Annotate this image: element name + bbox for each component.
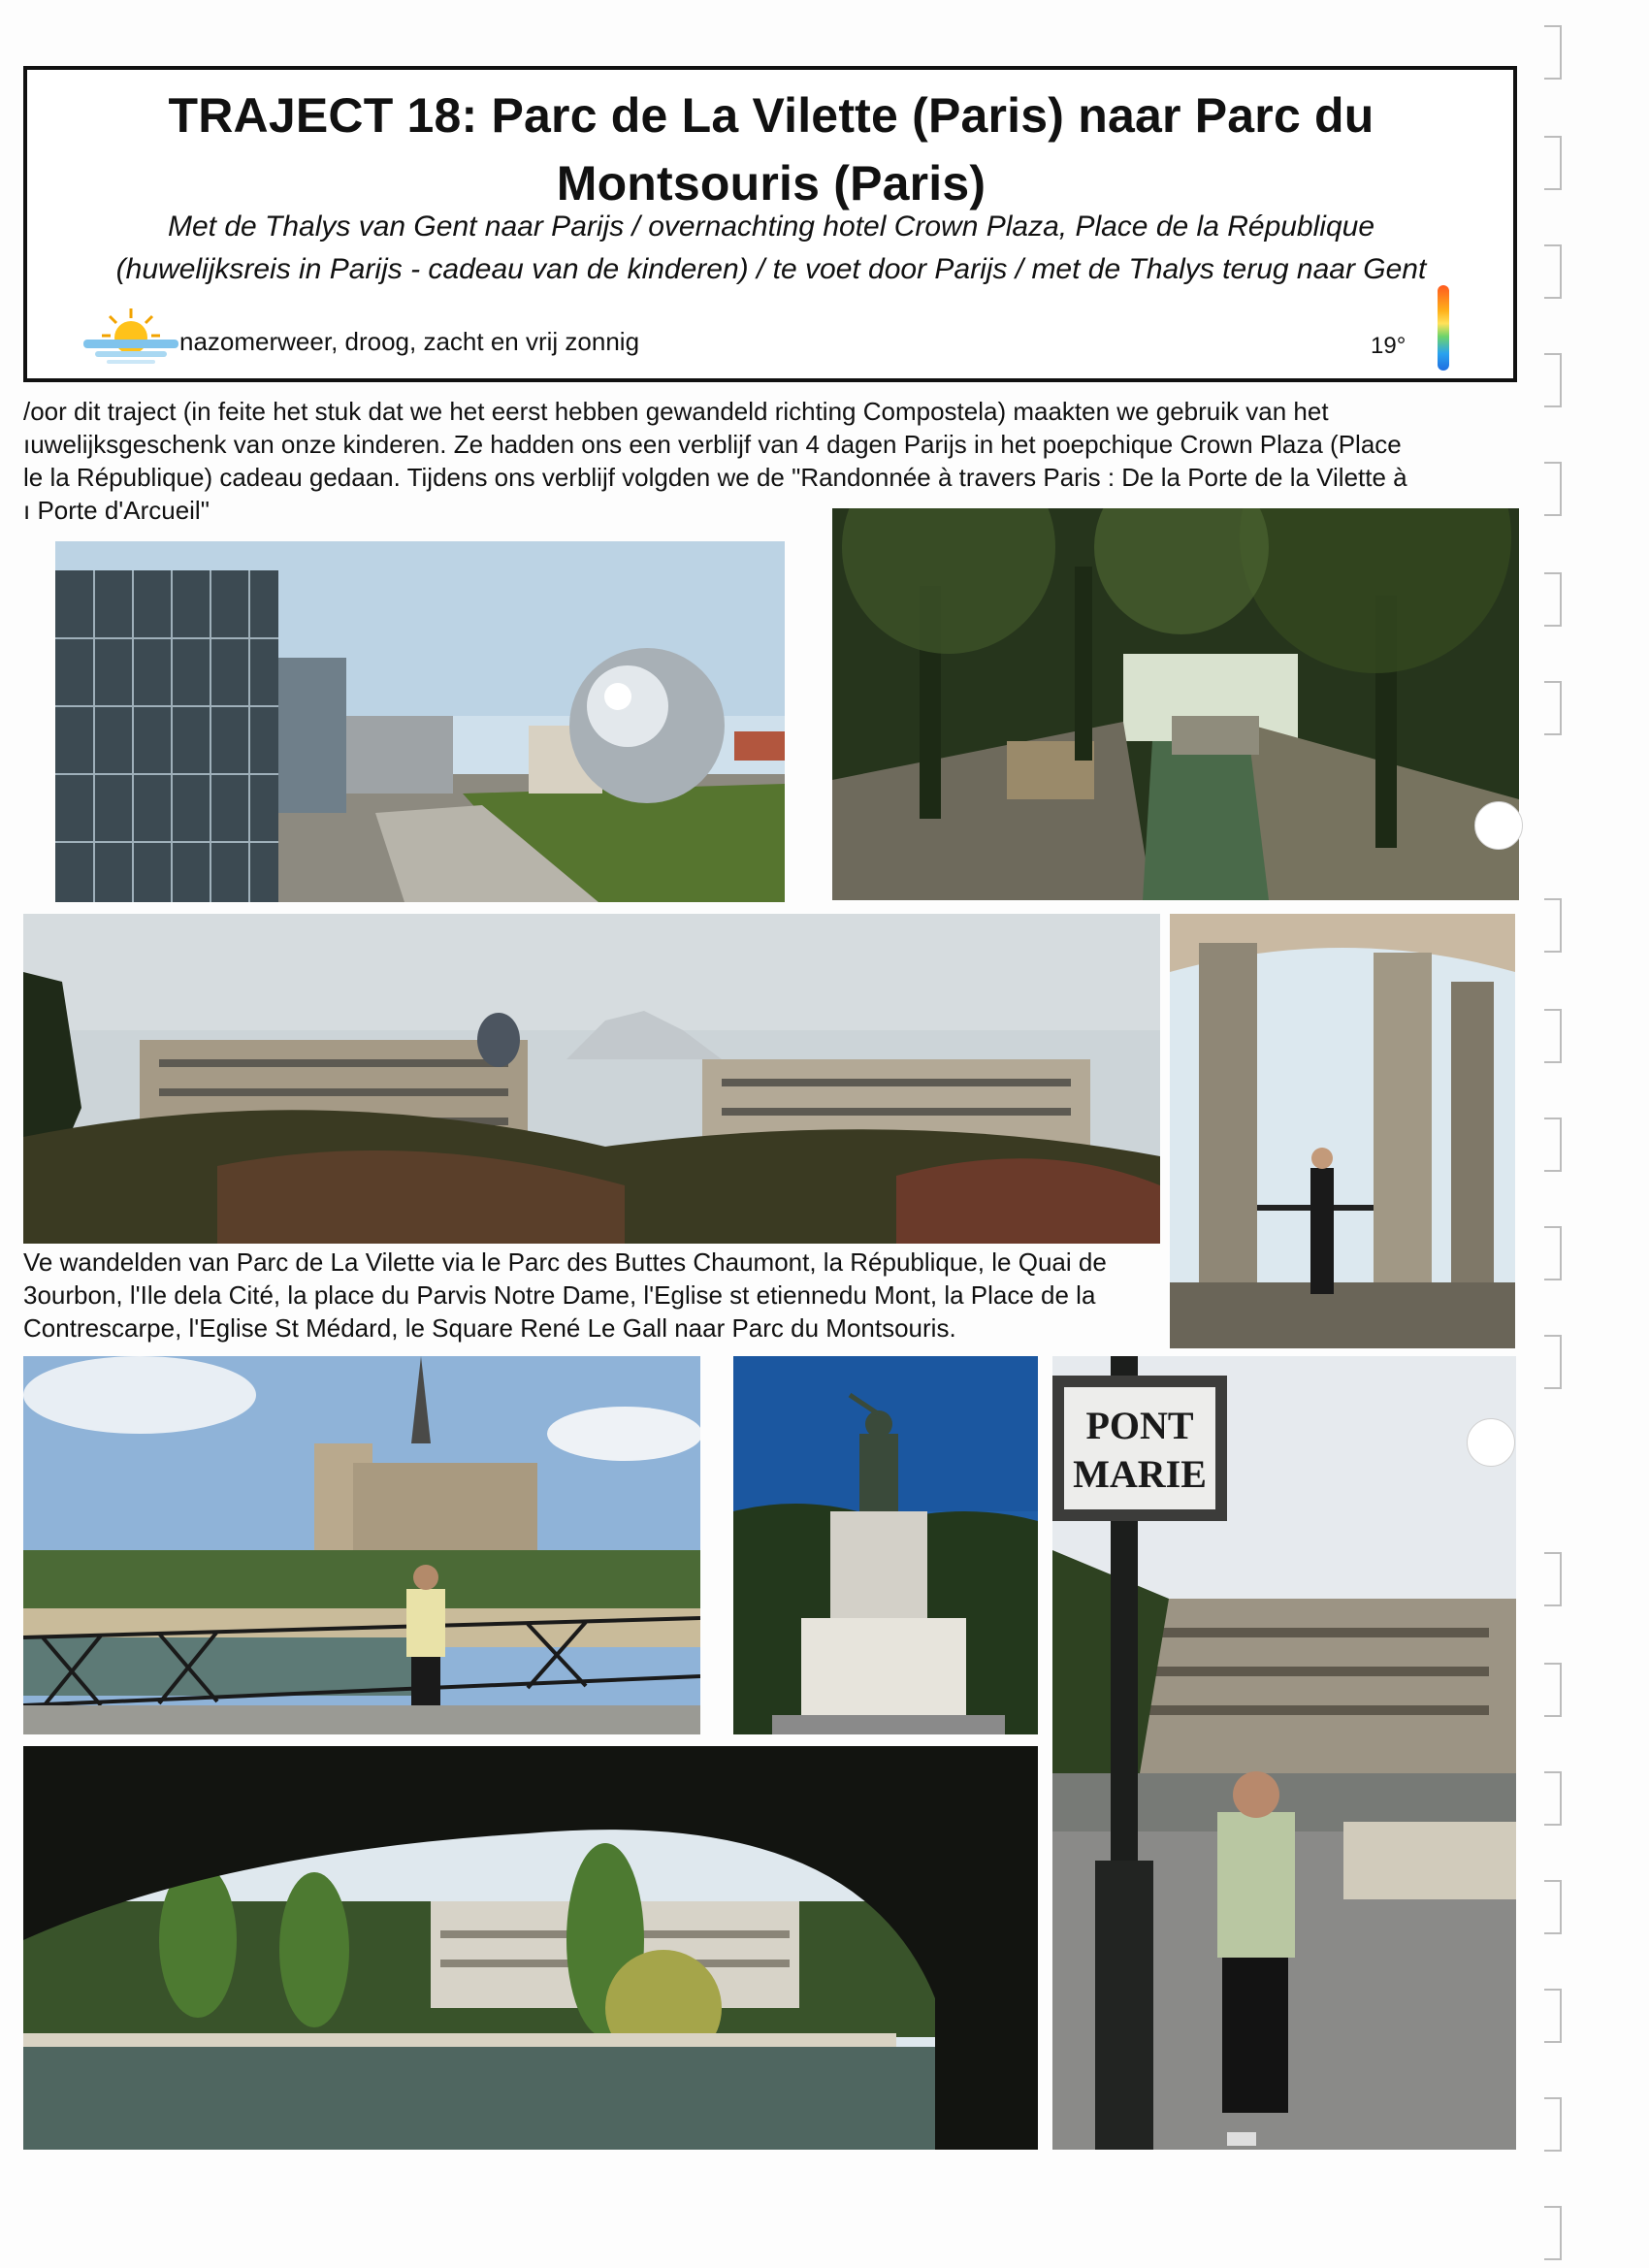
- page-subtitle: [29, 206, 1513, 291]
- photo-notre-dame: [23, 1356, 700, 1734]
- binder-mark: [1544, 353, 1562, 407]
- binder-mark: [1544, 136, 1562, 190]
- walk-line: Ve wandelden van Parc de La Vilette via le Parc des Buttes Chaumont, la République, le Quai de: [23, 1247, 1107, 1277]
- binder-mark: [1544, 681, 1562, 735]
- binder-mark: [1544, 1663, 1562, 1717]
- pont-marie-sign-line-2: MARIE: [1073, 1452, 1207, 1496]
- title-line-2: Montsouris (Paris): [556, 156, 986, 211]
- photo-temple-de-la-sibylle: [1170, 914, 1515, 1348]
- binder-mark: [1544, 1989, 1562, 2043]
- binder-mark: [1544, 1118, 1562, 1172]
- subtitle-line-1: Met de Thalys van Gent naar Parijs / overnachting hotel Crown Plaza, Place de la République: [167, 211, 1375, 243]
- page-title: [29, 81, 1513, 217]
- sun-cloud-icon: [78, 307, 184, 369]
- photo-place-de-la-republique: [733, 1356, 1038, 1734]
- photo-la-villette-geode: [55, 541, 785, 902]
- binder-mark: [1544, 1552, 1562, 1606]
- intro-line: ıuwelijksgeschenk van onze kinderen. Ze hadden ons een verblijf van 4 dagen Parijs in het poepchique Crown Plaza (Place: [23, 430, 1402, 459]
- intro-line: /oor dit traject (in feite het stuk dat we het eerst hebben gewandeld richting Compostela) maakten we gebruik van het: [23, 397, 1329, 426]
- photo-seine-bridge-arch: [23, 1746, 1038, 2150]
- photo-paris-panorama: [23, 914, 1160, 1244]
- subtitle-line-2: (huwelijksreis in Parijs - cadeau van de kinderen) / te voet door Parijs / met de Thalys terug naar Gent: [115, 253, 1427, 285]
- binder-mark: [1544, 572, 1562, 627]
- walk-line: Contrescarpe, l'Eglise St Médard, le Square René Le Gall naar Parc du Montsouris.: [23, 1313, 956, 1343]
- temperature: 19°: [1371, 333, 1406, 359]
- binder-mark: [1544, 2097, 1562, 2152]
- binder-mark: [1544, 1771, 1562, 1826]
- intro-line: le la République) cadeau gedaan. Tijdens ons verblijf volgden we de "Randonnée à travers Paris : De la Porte de la Vilette à: [23, 463, 1407, 492]
- binder-mark: [1544, 1009, 1562, 1063]
- binder-mark: [1544, 1880, 1562, 1934]
- walk-paragraph: [23, 1246, 1168, 1345]
- binder-mark: [1544, 244, 1562, 299]
- punch-hole: [1467, 1418, 1515, 1467]
- binder-mark: [1544, 462, 1562, 516]
- binder-mark: [1544, 898, 1562, 953]
- pont-marie-sign-line-1: PONT: [1085, 1404, 1194, 1447]
- walk-line: 3ourbon, l'Ile dela Cité, la place du Parvis Notre Dame, l'Eglise st etiennedu Mont, la Place de la: [23, 1280, 1096, 1310]
- binder-mark: [1544, 1335, 1562, 1389]
- binder-mark: [1544, 1226, 1562, 1280]
- thermometer-icon: [1438, 285, 1449, 371]
- title-line-1: TRAJECT 18: Parc de La Vilette (Paris) naar Parc du: [168, 88, 1374, 143]
- photo-canal-saint-martin: [832, 508, 1519, 900]
- punch-hole: [1474, 801, 1523, 850]
- binder-mark: [1544, 25, 1562, 80]
- intro-line: ı Porte d'Arcueil": [23, 496, 210, 525]
- weather-description: nazomerweer, droog, zacht en vrij zonnig: [179, 327, 640, 356]
- photo-pont-marie: [1052, 1356, 1516, 2150]
- binder-mark: [1544, 2206, 1562, 2260]
- intro-paragraph: [23, 395, 1507, 527]
